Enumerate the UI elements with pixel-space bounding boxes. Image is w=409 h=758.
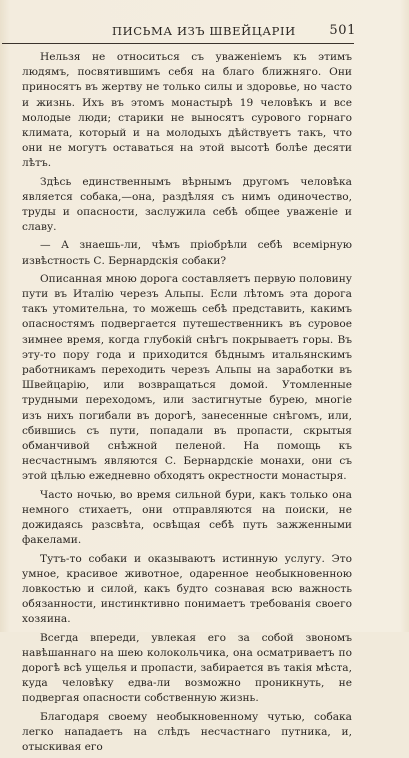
paragraph: — А знаешь-ли, чѣмъ пріобрѣли себѣ всемірную извѣстность С. Бернардскія собаки? xyxy=(22,239,352,267)
paragraph: Описанная мною дорога составляетъ первую половину пути въ Италію черезъ Альпы. Если лѣтомъ эта дорога такъ утомительна, то можешь себѣ представить, какимъ опасностямъ подвергается путешественникъ въ суровое зимнее время, когда глубокій снѣгъ покрываетъ горы. Въ эту-то пору года и приходится бѣднымъ итальянскимъ работникамъ переходить черезъ Альпы на заработки въ Швейцарію, или возвращаться домой. Утомленные трудными переходомъ, или застигнутые бурею, многіе изъ нихъ погибали въ дорогѣ, занесенные снѣгомъ, или, сбившись съ пути, попадали въ пропасти, скрытыя обманчивой снѣжной пеленой. На помощь къ несчастнымъ являются С. Бернардскіе монахи, они съ этой цѣлью ежедневно обходятъ окрестности монастыря. xyxy=(22,272,352,483)
paragraph: Нельзя не относиться съ уваженіемъ къ этимъ людямъ, посвятившимъ себя на благо ближняго. Они приносятъ въ жертву не только силы и здоровье, но часто и жизнь. Ихъ въ этомъ монастырѣ 19 человѣкъ и все молодые люди; старики не выносятъ сурового горнаго климата, который и на молодыхъ дѣйствуетъ такъ, что они не могутъ оставаться на этой высотѣ болѣе десяти лѣтъ. xyxy=(22,51,352,170)
paragraph: Всегда впереди, увлекая его за собой звономъ навѣшаннаго на шею колокольчика, она осматриваетъ по дорогѣ всѣ ущелья и пропасти, забирается въ такія мѣста, куда человѣку едва-ли возможно проникнуть, не подвергая опасности собственную жизнь. xyxy=(22,631,352,705)
paragraph: Благодаря своему необыкновенному чутью, собака легко нападаетъ на слѣдъ несчастнаго путника, и, отыскивая его xyxy=(22,710,352,753)
page-number: 501 xyxy=(329,23,356,38)
paragraph: Тутъ-то собаки и оказываютъ истинную услугу. Это умное, красивое животное, одаренное необыкновенною ловкостью и силой, какъ будто сознавая всю важность обязанности, инстинктивно понимаетъ требованія своего хозяина. xyxy=(22,552,352,626)
header-rule xyxy=(2,43,354,44)
page-header xyxy=(52,21,356,39)
paragraph: Здѣсь единственнымъ вѣрнымъ другомъ человѣка является собака,—она, раздѣляя съ нимъ одиночество, труды и опасности, заслужила себѣ общее уваженіе и славу. xyxy=(22,175,352,234)
running-head: ПИСЬМА ИЗЪ ШВЕЙЦАРІИ xyxy=(112,24,296,38)
body-text xyxy=(22,50,352,758)
paragraph: Часто ночью, во время сильной бури, какъ только она немного стихаетъ, они отправляются на поиски, не дожидаясь разсвѣта, освѣщая себѣ путь зажженными факелами. xyxy=(22,488,352,547)
